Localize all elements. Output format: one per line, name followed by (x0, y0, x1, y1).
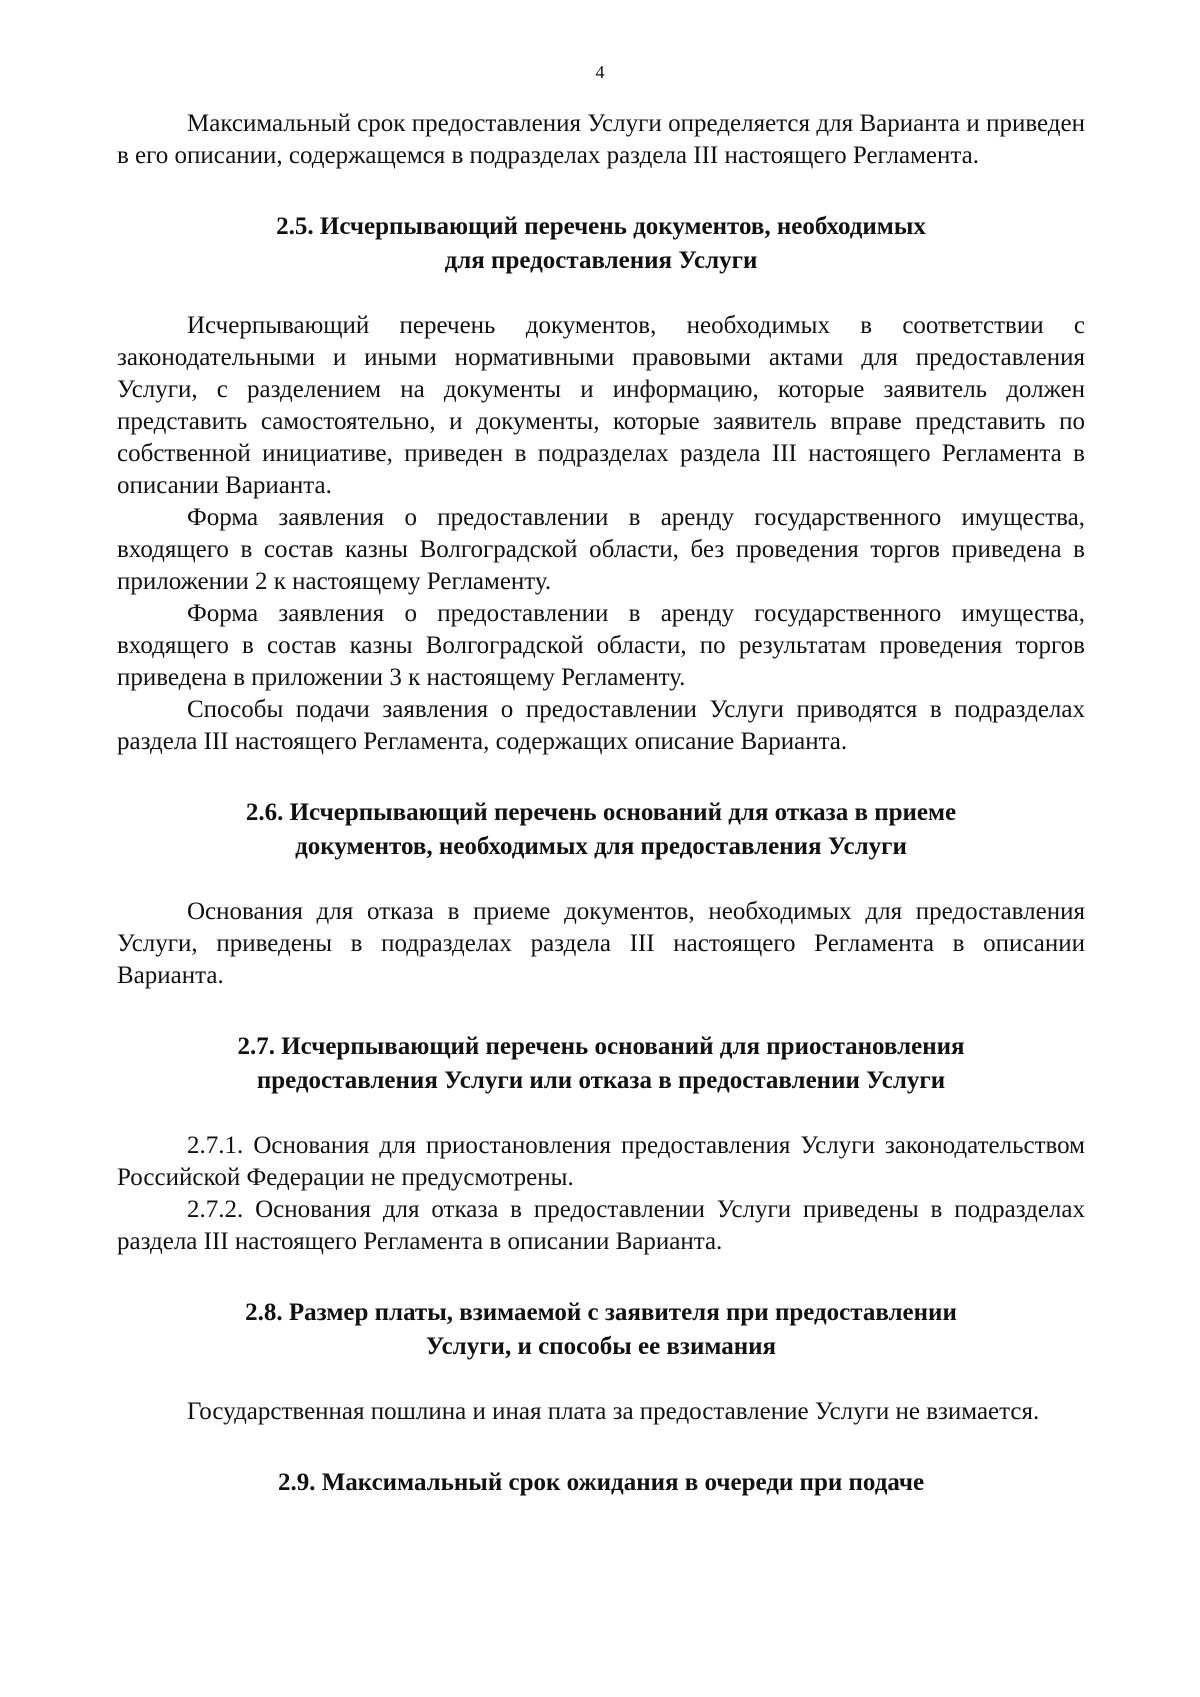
section-paragraph: Форма заявления о предоставлении в аренду государственного имущества, входящего в состав казны Волгоградской области, по результатам проведения торгов приведена в приложении 3 к настоящему Регламенту. (117, 600, 1085, 691)
section-2-7 (117, 1030, 1085, 1258)
heading-line: 2.7. Исчерпывающий перечень оснований для приостановления (237, 1033, 965, 1060)
section-paragraph: Государственная пошлина и иная плата за предоставление Услуги не взимается. (187, 1398, 1040, 1425)
document-body (117, 108, 1085, 1500)
section-heading (117, 796, 1085, 864)
section-paragraph: Исчерпывающий перечень документов, необходимых в соответствии с законодательными и иными нормативными правовыми актами для предоставления Услуги, с разделением на документы и информацию, которые заявитель должен представить самостоятельно, и документы, которые заявитель вправе представить по собственной инициативе, приведен в подразделах раздела III настоящего Регламента в описании Варианта. (117, 312, 1085, 499)
section-2-6 (117, 796, 1085, 992)
heading-line: 2.6. Исчерпывающий перечень оснований для отказа в приеме (245, 799, 957, 826)
section-heading (117, 210, 1085, 278)
heading-line: 2.8. Размер платы, взимаемой с заявителя при предоставлении (245, 1299, 957, 1326)
section-paragraph: Форма заявления о предоставлении в аренду государственного имущества, входящего в состав казны Волгоградской области, без проведения торгов приведена в приложении 2 к настоящему Регламенту. (117, 504, 1085, 595)
heading-line: предоставления Услуги или отказа в предоставлении Услуги (256, 1067, 946, 1094)
section-paragraph: Основания для отказа в приеме документов, необходимых для предоставления Услуги, приведены в подразделах раздела III настоящего Регламента в описании Варианта. (117, 898, 1085, 989)
intro-paragraph: Максимальный срок предоставления Услуги определяется для Варианта и приведен в его описании, содержащемся в подразделах раздела III настоящего Регламента. (117, 110, 1085, 169)
section-heading (117, 1466, 1085, 1500)
section-2-5 (117, 210, 1085, 758)
section-paragraph: Способы подачи заявления о предоставлении Услуги приводятся в подразделах раздела III настоящего Регламента, содержащих описание Варианта. (117, 696, 1085, 755)
section-paragraph: 2.7.1. Основания для приостановления предоставления Услуги законодательством Российской Федерации не предусмотрены. (117, 1132, 1085, 1191)
section-paragraph: 2.7.2. Основания для отказа в предоставлении Услуги приведены в подразделах раздела III настоящего Регламента в описании Варианта. (117, 1196, 1085, 1255)
section-2-8 (117, 1296, 1085, 1428)
section-heading (117, 1296, 1085, 1364)
section-heading (117, 1030, 1085, 1098)
heading-line: Услуги, и способы ее взимания (425, 1333, 777, 1360)
section-2-9 (117, 1466, 1085, 1500)
heading-line: 2.9. Максимальный срок ожидания в очереди при подаче (277, 1469, 925, 1496)
heading-line: для предоставления Услуги (444, 247, 758, 274)
heading-line: 2.5. Исчерпывающий перечень документов, необходимых (276, 213, 926, 240)
heading-line: документов, необходимых для предоставления Услуги (295, 833, 907, 860)
page-number: 4 (595, 62, 605, 82)
